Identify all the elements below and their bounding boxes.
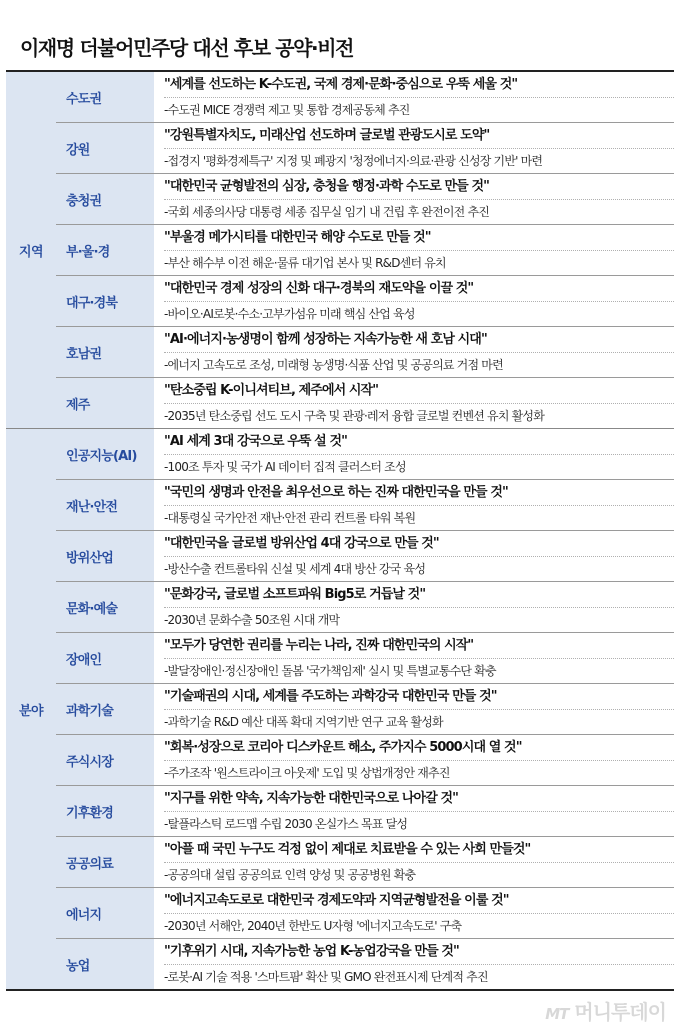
row-topic: 호남권 <box>56 327 154 377</box>
pledge-group <box>6 72 674 428</box>
row-description: -에너지 고속도로 조성, 미래형 농생명·식품 산업 및 공공의료 거점 마련 <box>164 358 503 372</box>
row-quote: "에너지고속도로로 대한민국 경제도약과 지역균형발전을 이룰 것" <box>164 888 674 914</box>
group-label: 지역 <box>6 72 56 428</box>
row-topic: 수도권 <box>56 72 154 122</box>
row-topic: 부·울·경 <box>56 225 154 275</box>
table-row <box>56 275 674 326</box>
row-content <box>154 225 674 275</box>
row-description: -100조 투자 및 국가 AI 데이터 집적 클러스터 조성 <box>164 460 406 474</box>
row-topic: 충청권 <box>56 174 154 224</box>
row-description: -방산수출 컨트롤타워 신설 및 세계 4대 방산 강국 육성 <box>164 562 426 576</box>
row-description: -로봇·AI 기술 적용 '스마트팜' 확산 및 GMO 완전표시제 단계적 추진 <box>164 970 488 984</box>
table-row <box>56 785 674 836</box>
table-row <box>56 530 674 581</box>
row-content <box>154 888 674 938</box>
publisher-logo <box>545 996 666 1025</box>
row-content <box>154 786 674 836</box>
row-description: -접경지 '평화경제특구' 지정 및 폐광지 '청정에너지·의료·관광 신성장 기반' 마련 <box>164 154 543 168</box>
row-quote: "문화강국, 글로벌 소프트파워 Big5로 거듭날 것" <box>164 582 674 608</box>
row-description: -주가조작 '원스트라이크 아웃제' 도입 및 상법개정안 재추진 <box>164 766 450 780</box>
row-description: -탈플라스틱 로드맵 수립 2030 온실가스 목표 달성 <box>164 817 408 831</box>
row-content <box>154 939 674 989</box>
row-quote: "모두가 당연한 권리를 누리는 나라, 진짜 대한민국의 시작" <box>164 633 674 659</box>
row-content <box>154 276 674 326</box>
row-quote: "탄소중립 K-이니셔티브, 제주에서 시작" <box>164 378 674 404</box>
row-quote: "AI·에너지·농생명이 함께 성장하는 지속가능한 새 호남 시대" <box>164 327 674 353</box>
table-row <box>56 479 674 530</box>
row-topic: 장애인 <box>56 633 154 683</box>
row-description: -공공의대 설립 공공의료 인력 양성 및 공공병원 확충 <box>164 868 416 882</box>
row-description: -바이오·AI로봇·수소·고부가섬유 미래 핵심 산업 육성 <box>164 307 415 321</box>
row-description: -2030년 문화수출 50조원 시대 개막 <box>164 613 340 627</box>
row-topic: 에너지 <box>56 888 154 938</box>
row-quote: "기술패권의 시대, 세계를 주도하는 과학강국 대한민국 만들 것" <box>164 684 674 710</box>
row-content <box>154 327 674 377</box>
row-content <box>154 684 674 734</box>
row-description: -2030년 서해안, 2040년 한반도 U자형 '에너지고속도로' 구축 <box>164 919 462 933</box>
row-quote: "지구를 위한 약속, 지속가능한 대한민국으로 나아갈 것" <box>164 786 674 812</box>
row-topic: 주식시장 <box>56 735 154 785</box>
table-row <box>56 72 674 122</box>
row-content <box>154 429 674 479</box>
row-quote: "강원특별자치도, 미래산업 선도하며 글로벌 관광도시로 도약" <box>164 123 674 149</box>
page-title: 이재명 더불어민주당 대선 후보 공약·비전 <box>20 36 354 60</box>
row-content <box>154 633 674 683</box>
table-row <box>56 122 674 173</box>
row-quote: "AI 세계 3대 강국으로 우뚝 설 것" <box>164 429 674 455</box>
table-row <box>56 326 674 377</box>
row-topic: 인공지능(AI) <box>56 429 154 479</box>
table-row <box>56 224 674 275</box>
row-description: -수도권 MICE 경쟁력 제고 및 통합 경제공동체 추진 <box>164 103 410 117</box>
table-row <box>56 581 674 632</box>
group-rows <box>56 72 674 428</box>
row-content <box>154 837 674 887</box>
row-topic: 문화·예술 <box>56 582 154 632</box>
row-quote: "아플 때 국민 누구도 걱정 없이 제대로 치료받을 수 있는 사회 만들것" <box>164 837 674 863</box>
table-row <box>56 836 674 887</box>
row-topic: 공공의료 <box>56 837 154 887</box>
row-description: -국회 세종의사당 대통령 세종 집무실 임기 내 건립 후 완전이전 추진 <box>164 205 490 219</box>
row-quote: "부울경 메가시티를 대한민국 해양 수도로 만들 것" <box>164 225 674 251</box>
pledge-table <box>6 70 674 991</box>
row-content <box>154 174 674 224</box>
row-description: -부산 해수부 이전 해운·물류 대기업 본사 및 R&D센터 유치 <box>164 256 446 270</box>
row-topic: 농업 <box>56 939 154 989</box>
table-row <box>56 683 674 734</box>
group-rows <box>56 429 674 989</box>
row-quote: "회복·성장으로 코리아 디스카운트 해소, 주가지수 5000시대 열 것" <box>164 735 674 761</box>
table-row <box>56 938 674 989</box>
row-description: -발달장애인·정신장애인 돌봄 '국가책임제' 실시 및 특별교통수단 확충 <box>164 664 496 678</box>
table-row <box>56 632 674 683</box>
row-quote: "국민의 생명과 안전을 최우선으로 하는 진짜 대한민국을 만들 것" <box>164 480 674 506</box>
table-row <box>56 734 674 785</box>
pledge-group <box>6 428 674 989</box>
row-topic: 대구·경북 <box>56 276 154 326</box>
row-topic: 방위산업 <box>56 531 154 581</box>
row-content <box>154 582 674 632</box>
row-description: -과학기술 R&D 예산 대폭 확대 지역기반 연구 교육 활성화 <box>164 715 443 729</box>
row-content <box>154 123 674 173</box>
row-content <box>154 735 674 785</box>
publisher-logo-mark: MT <box>545 1005 569 1023</box>
row-topic: 과학기술 <box>56 684 154 734</box>
table-row <box>56 887 674 938</box>
row-quote: "대한민국 경제 성장의 신화 대구·경북의 재도약을 이끌 것" <box>164 276 674 302</box>
row-quote: "기후위기 시대, 지속가능한 농업 K-농업강국을 만들 것" <box>164 939 674 965</box>
row-content <box>154 531 674 581</box>
row-topic: 기후환경 <box>56 786 154 836</box>
row-description: -2035년 탄소중립 선도 도시 구축 및 관광·레저 융합 글로벌 컨벤션 유치 활성화 <box>164 409 545 423</box>
row-description: -대통령실 국가안전 재난·안전 관리 컨트롤 타워 복원 <box>164 511 416 525</box>
table-row <box>56 377 674 428</box>
table-row <box>56 429 674 479</box>
row-quote: "대한민국을 글로벌 방위산업 4대 강국으로 만들 것" <box>164 531 674 557</box>
row-quote: "대한민국 균형발전의 심장, 충청을 행정·과학 수도로 만들 것" <box>164 174 674 200</box>
publisher-logo-name: 머니투데이 <box>574 1000 666 1024</box>
row-content <box>154 480 674 530</box>
row-topic: 재난·안전 <box>56 480 154 530</box>
row-topic: 강원 <box>56 123 154 173</box>
row-topic: 제주 <box>56 378 154 428</box>
group-label: 분야 <box>6 429 56 989</box>
row-quote: "세계를 선도하는 K-수도권, 국제 경제·문화·중심으로 우뚝 세울 것" <box>164 72 674 98</box>
table-row <box>56 173 674 224</box>
row-content <box>154 378 674 428</box>
row-content <box>154 72 674 122</box>
